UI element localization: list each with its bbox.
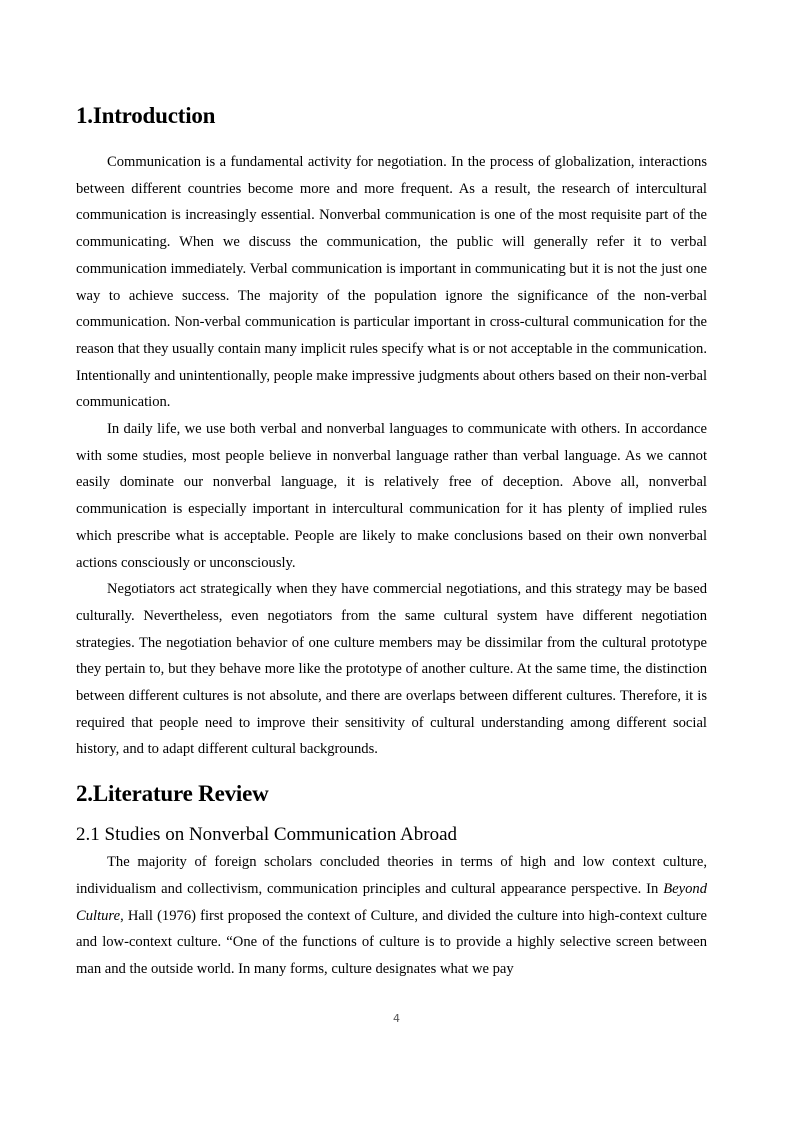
introduction-paragraph-2: In daily life, we use both verbal and nonverbal languages to communicate with others. In accordance with some studies, most people believe in nonverbal language rather than verbal language. As we cannot easily dominate our nonverbal language, it is relatively free of deception. Above all, nonverbal communication is especially important in intercultural communication for it has plenty of implied rules which prescribe what is acceptable. People are likely to make conclusions based on their own nonverbal actions consciously or unconsciously. <box>76 421 707 571</box>
introduction-paragraph-3: Negotiators act strategically when they have commercial negotiations, and this strategy may be based culturally. Nevertheless, even negotiators from the same cultural system have different negotiation strategies. The negotiation behavior of one culture members may be dissimilar from the cultural prototype they pertain to, but they behave more like the prototype of another culture. At the same time, the distinction between different cultures is not absolute, and there are overlaps between different cultures. Therefore, it is required that people need to improve their sensitivity of cultural understanding among different social history, and to adapt different cultural backgrounds. <box>76 581 707 758</box>
introduction-paragraph-1: Communication is a fundamental activity for negotiation. In the process of globalization, interactions between different countries become more and more frequent. As a result, the research of intercultural communication is increasingly essential. Nonverbal communication is one of the most requisite part of the communicating. When we discuss the communication, the public will generally refer it to verbal communication immediately. Verbal communication is important in communicating but it is not the just one way to achieve success. The majority of the population ignore the significance of the non-verbal communication. Non-verbal communication is particular important in cross-cultural communication for the reason that they usually contain many implicit rules specify what is or not acceptable in the communication. Intentionally and unintentionally, people make impressive judgments about others based on their non-verbal communication. <box>76 154 708 411</box>
page-content <box>76 101 707 983</box>
page-number: 4 <box>393 1012 400 1025</box>
literature-review-paragraph-1 <box>76 849 707 983</box>
literature-review-heading: 2.Literature Review <box>76 781 269 807</box>
paragraph-text-after-title: , Hall (1976) first proposed the context of Culture, and divided the culture into high-context culture and low-context culture. “One of the functions of culture is to provide a highly selective screen between man and the outside world. In many forms, culture designates what we pay <box>76 907 707 977</box>
paragraph-text-before-title: The majority of foreign scholars concluded theories in terms of high and low context culture, individualism and collectivism, communication principles and cultural appearance perspective. In <box>76 854 707 897</box>
subsection-heading-2-1: 2.1 Studies on Nonverbal Communication Abroad <box>76 824 458 846</box>
book-title-beyond-culture: Beyond Culture <box>76 880 707 924</box>
introduction-heading: 1.Introduction <box>76 103 216 128</box>
